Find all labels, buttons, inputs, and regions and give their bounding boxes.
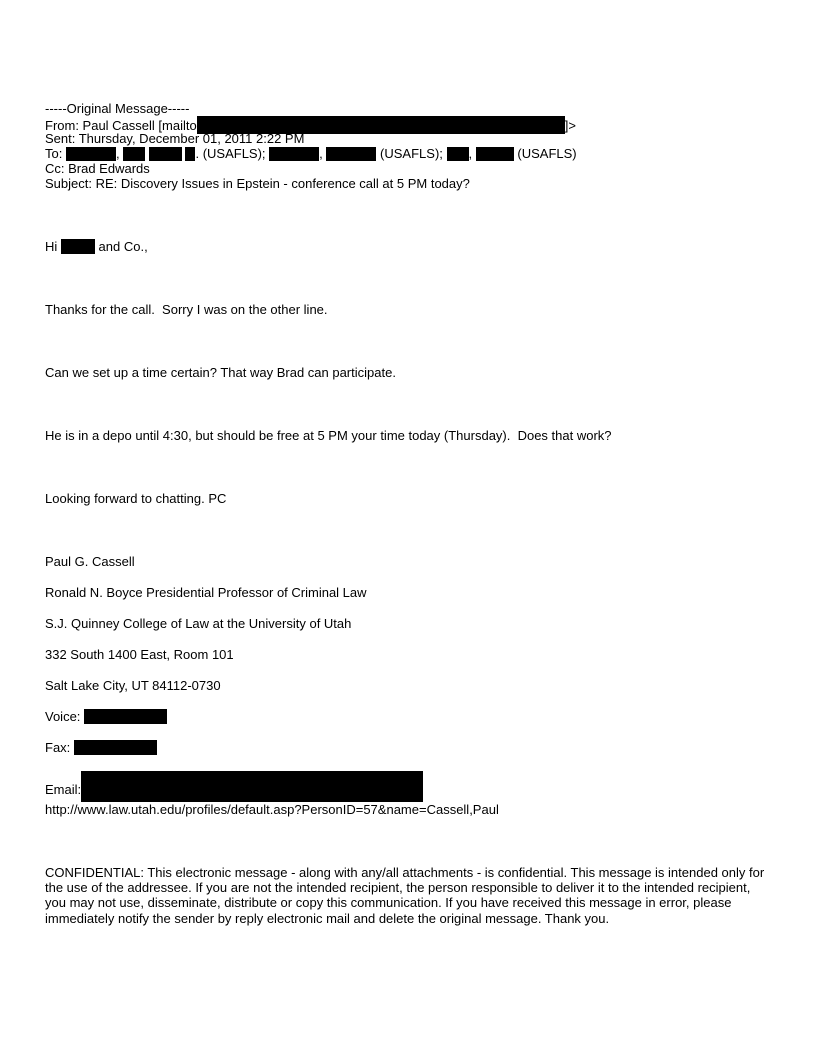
to-recipient-2: (USAFLS); [380, 146, 443, 161]
fax-label: Fax: [45, 740, 71, 755]
to-separator: , [115, 146, 120, 161]
signature-city: Salt Lake City, UT 84112-0730 [45, 678, 221, 693]
redaction-box [326, 147, 376, 161]
redaction-box [447, 147, 469, 161]
signature-fax [45, 740, 157, 755]
from-label: From: Paul Cassell [mailto [45, 118, 197, 133]
original-message-divider: -----Original Message----- [45, 101, 190, 116]
signature-name: Paul G. Cassell [45, 554, 135, 569]
to-recipient-3: (USAFLS) [517, 146, 577, 161]
redaction-box [66, 147, 116, 161]
signature-street: 332 South 1400 East, Room 101 [45, 647, 234, 662]
redaction-box-email-address [81, 771, 423, 802]
greeting-line [45, 239, 148, 254]
cc-line: Cc: Brad Edwards [45, 161, 150, 176]
redaction-box [123, 147, 145, 161]
body-paragraph-2: Can we set up a time certain? That way Brad can participate. [45, 365, 396, 380]
to-recipient-1: . (USAFLS); [195, 146, 266, 161]
confidentiality-notice: CONFIDENTIAL: This electronic message - along with any/all attachments - is confidential. This message is intended only for the use of the addressee. If you are not the intended recipient, the person responsible to deliver it to the intended recipient, you may not use, disseminate, distribute or copy this communication. If you have received this message in error, please immediately notify the sender by reply electronic mail and delete the original message. Thank you. [45, 865, 765, 926]
subject-line: Subject: RE: Discovery Issues in Epstein - conference call at 5 PM today? [45, 176, 470, 191]
sent-line: Sent: Thursday, December 01, 2011 2:22 PM [45, 131, 305, 146]
redaction-box-name [61, 239, 95, 254]
signature-url[interactable]: http://www.law.utah.edu/profiles/default.asp?PersonID=57&name=Cassell,Paul [45, 802, 499, 817]
greeting-hi: Hi [45, 239, 58, 254]
greeting-rest: and Co., [98, 239, 148, 254]
body-paragraph-3: He is in a depo until 4:30, but should be free at 5 PM your time today (Thursday). Does that work? [45, 428, 612, 443]
email-label: Email: [45, 782, 82, 797]
to-separator: , [319, 146, 323, 161]
signature-college: S.J. Quinney College of Law at the University of Utah [45, 616, 352, 631]
to-label: To: [45, 146, 63, 161]
redaction-box [149, 147, 182, 161]
redaction-box-voice [84, 709, 167, 724]
signature-title: Ronald N. Boyce Presidential Professor of Criminal Law [45, 585, 367, 600]
redaction-box [269, 147, 319, 161]
from-suffix: ]> [564, 118, 576, 133]
to-separator: , [468, 146, 473, 161]
redaction-box [185, 147, 195, 161]
signature-email [45, 771, 423, 802]
redaction-box [476, 147, 514, 161]
body-paragraph-4: Looking forward to chatting. PC [45, 491, 227, 506]
to-line [45, 146, 577, 161]
body-paragraph-1: Thanks for the call. Sorry I was on the other line. [45, 302, 328, 317]
redaction-box-fax [74, 740, 157, 755]
voice-label: Voice: [45, 709, 81, 724]
signature-voice [45, 709, 167, 724]
